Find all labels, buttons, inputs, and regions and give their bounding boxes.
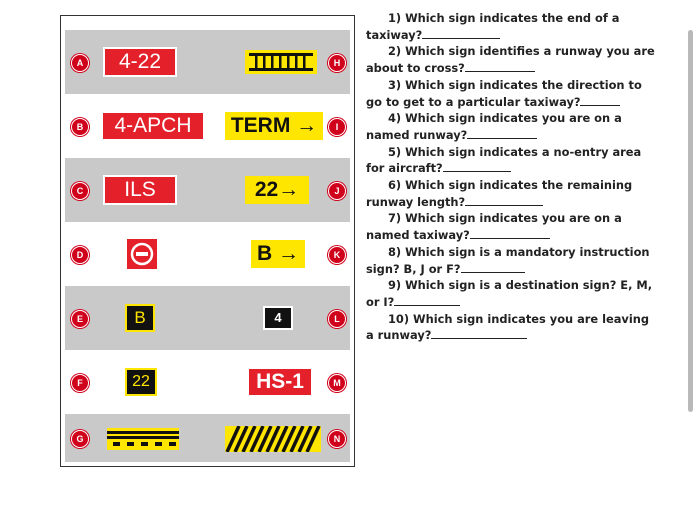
marker-m: M bbox=[328, 374, 346, 392]
sign-row-a-h bbox=[65, 30, 350, 94]
airport-signs-figure bbox=[60, 15, 355, 467]
answer-blank-2[interactable] bbox=[465, 62, 535, 72]
marker-j: J bbox=[328, 182, 346, 200]
sign-h-taxiway-ending-marker bbox=[245, 50, 317, 74]
taxiway-ending-marker-icon bbox=[245, 50, 317, 74]
marker-f: F bbox=[71, 374, 89, 392]
sign-e-taxiway-location: B bbox=[125, 304, 155, 332]
marker-h: H bbox=[328, 54, 346, 72]
marker-g: G bbox=[71, 430, 89, 448]
answer-blank-5[interactable] bbox=[443, 162, 511, 172]
question-7: 7) Which sign indicates you are on a named taxiway? bbox=[366, 211, 622, 243]
sign-m-holding-position: HS-1 bbox=[247, 367, 313, 397]
sign-b-approach-area-holding: 4-APCH bbox=[101, 111, 205, 141]
question-4: 4) Which sign indicates you are on a named runway? bbox=[366, 111, 622, 142]
answer-blank-7[interactable] bbox=[470, 229, 550, 239]
sign-d-no-entry bbox=[127, 239, 157, 269]
question-8: 8) Which sign is a mandatory instruction sign? B, J or F? bbox=[366, 244, 650, 276]
marker-c: C bbox=[71, 182, 89, 200]
sign-l-distance-remaining: 4 bbox=[263, 306, 293, 330]
vertical-scrollbar[interactable] bbox=[688, 30, 693, 412]
marker-a: A bbox=[71, 54, 89, 72]
question-list bbox=[366, 10, 656, 344]
question-9: 9) Which sign is a destination sign? E, M, or I? bbox=[366, 278, 653, 309]
answer-blank-10[interactable] bbox=[431, 329, 527, 339]
sign-row-f-m bbox=[65, 350, 350, 414]
marker-l: L bbox=[328, 310, 346, 328]
answer-blank-1[interactable] bbox=[422, 29, 500, 39]
question-10: 10) Which sign indicates you are leaving a runway? bbox=[366, 311, 650, 343]
sign-c-ils-critical-area: ILS bbox=[103, 175, 177, 205]
sign-row-d-k bbox=[65, 222, 350, 286]
sign-row-b-i bbox=[65, 94, 350, 158]
question-1: 1) Which sign indicates the end of a taxiway? bbox=[366, 11, 620, 42]
question-3: 3) Which sign indicates the direction to go to get to a particular taxiway? bbox=[366, 77, 642, 109]
question-2: 2) Which sign identifies a runway you are about to cross? bbox=[366, 44, 655, 76]
sign-k-direction: B → bbox=[251, 240, 305, 268]
no-entry-icon bbox=[127, 239, 157, 269]
marker-d: D bbox=[71, 246, 89, 264]
marker-i: I bbox=[328, 118, 346, 136]
sign-a-runway-holding-position: 4-22 bbox=[103, 47, 177, 77]
marker-n: N bbox=[328, 430, 346, 448]
sign-g-runway-boundary bbox=[107, 428, 179, 450]
sign-row-e-l bbox=[65, 286, 350, 350]
answer-blank-6[interactable] bbox=[465, 196, 543, 206]
ils-boundary-hatch-icon bbox=[225, 426, 321, 452]
answer-blank-8[interactable] bbox=[461, 263, 525, 273]
answer-blank-9[interactable] bbox=[394, 296, 460, 306]
sign-f-runway-location: 22 bbox=[125, 368, 157, 396]
sign-i-destination: TERM → bbox=[225, 112, 323, 140]
answer-blank-4[interactable] bbox=[467, 129, 537, 139]
sign-j-destination-runway: 22→ bbox=[245, 176, 309, 204]
sign-n-ils-boundary bbox=[225, 426, 321, 452]
answer-blank-3[interactable] bbox=[580, 96, 620, 106]
runway-boundary-icon bbox=[107, 428, 179, 450]
marker-e: E bbox=[71, 310, 89, 328]
marker-k: K bbox=[328, 246, 346, 264]
question-6: 6) Which sign indicates the remaining runway length? bbox=[366, 178, 633, 209]
question-5: 5) Which sign indicates a no-entry area for aircraft? bbox=[366, 144, 642, 176]
sign-row-g-n bbox=[65, 414, 350, 462]
marker-b: B bbox=[71, 118, 89, 136]
sign-row-c-j bbox=[65, 158, 350, 222]
